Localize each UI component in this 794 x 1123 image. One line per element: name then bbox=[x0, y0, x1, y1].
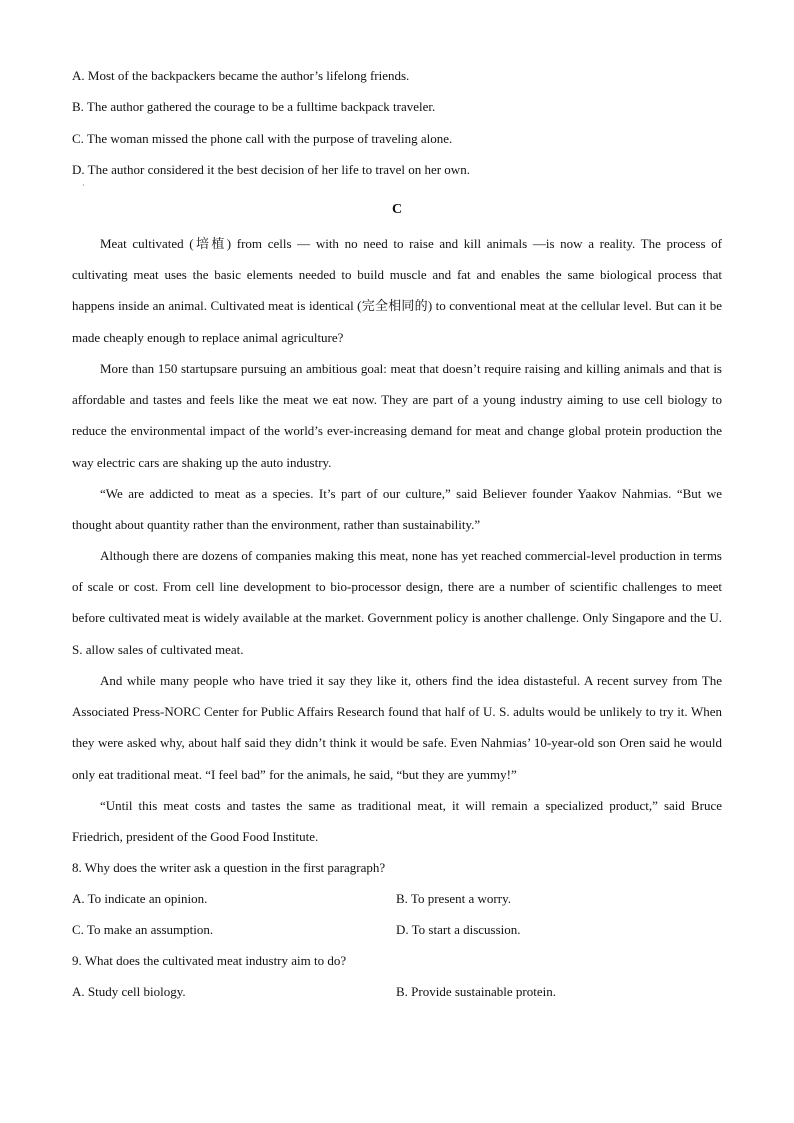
q8-option-c: C. To make an assumption. bbox=[72, 922, 214, 937]
paragraph-4: Although there are dozens of companies making this meat, none has yet reached commercial-level production in terms of scale or cost. From cell line development to bio-processor design, there are a number of scientific challenges to meet before cultivated meat is widely available at the market. Government policy is another challenge. Only Singapore and the U. S. allow sales of cultivated meat. bbox=[72, 548, 722, 657]
section-heading: C bbox=[391, 202, 403, 217]
prev-option-b: B. The author gathered the courage to be a fulltime backpack traveler. bbox=[72, 99, 436, 114]
paragraph-5: And while many people who have tried it say they like it, others find the idea distasteful. A recent survey from The Associated Press-NORC Center for Public Affairs Research found that half of U. S. adults would be unlikely to try it. When they were asked why, about half said they didn’t think it would be safe. Even Nahmias’ 10-year-old son Oren said he would only eat traditional meat. “I feel bad” for the animals, he said, “but they are yummy!” bbox=[72, 673, 722, 782]
prev-option-d: D. The author considered it the best decision of her life to travel on her own. bbox=[72, 162, 470, 177]
prev-option-c: C. The woman missed the phone call with the purpose of traveling alone. bbox=[72, 131, 453, 146]
question-8: 8. Why does the writer ask a question in the first paragraph? bbox=[72, 860, 386, 875]
question-9: 9. What does the cultivated meat industry aim to do? bbox=[72, 953, 347, 968]
q9-option-b: B. Provide sustainable protein. bbox=[396, 984, 556, 999]
q9-option-a: A. Study cell biology. bbox=[72, 984, 186, 999]
q8-option-d: D. To start a discussion. bbox=[396, 922, 521, 937]
paragraph-2: More than 150 startupsare pursuing an ambitious goal: meat that doesn’t require raising and killing animals and that is affordable and tastes and feels like the meat we eat now. They are part of a young industry aiming to use cell biology to reduce the environmental impact of the world’s ever-increasing demand for meat and change global protein production the way electric cars are shaking up the auto industry. bbox=[72, 361, 722, 470]
prev-option-a: A. Most of the backpackers became the author’s lifelong friends. bbox=[72, 68, 410, 83]
paragraph-1: Meat cultivated (培植) from cells — with no need to raise and kill animals —is now a reality. The process of cultivating meat uses the basic elements needed to build muscle and fat and enables the same biological process that happens inside an animal. Cultivated meat is identical (完全相同的) to conventional meat at the cellular level. But can it be made cheaply enough to replace animal agriculture? bbox=[72, 236, 722, 345]
paragraph-3: “We are addicted to meat as a species. It’s part of our culture,” said Believer founder Yaakov Nahmias. “But we thought about quantity rather than the environment, rather than sustainability.” bbox=[72, 486, 722, 533]
q8-option-b: B. To present a worry. bbox=[396, 891, 511, 906]
stray-mark: · bbox=[82, 181, 85, 190]
q8-option-a: A. To indicate an opinion. bbox=[72, 891, 208, 906]
paragraph-6: “Until this meat costs and tastes the same as traditional meat, it will remain a specialized product,” said Bruce Friedrich, president of the Good Food Institute. bbox=[72, 798, 722, 845]
